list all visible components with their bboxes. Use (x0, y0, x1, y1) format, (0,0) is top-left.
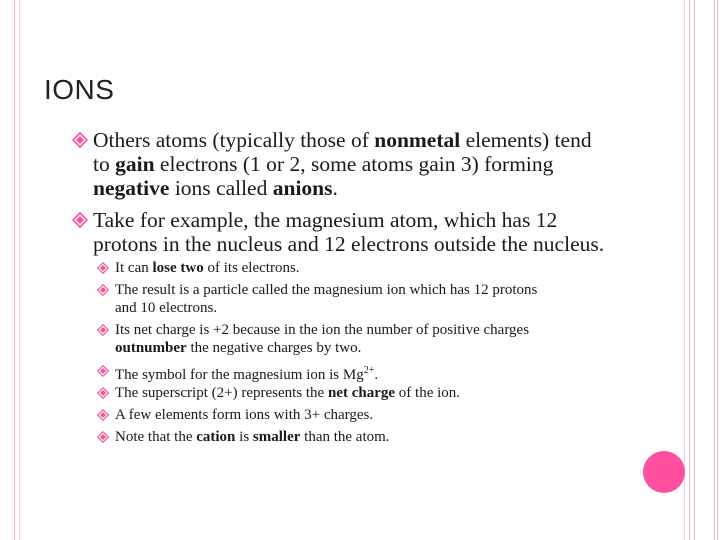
sub-bullet-text (115, 281, 617, 299)
sub-bullet-item (97, 321, 617, 357)
sub-bullet-icon (97, 284, 109, 296)
text-run: elements) tend (460, 128, 592, 152)
text-run: Its net charge is +2 because in the ion the number of positive charges (115, 322, 530, 338)
text-run: It can (115, 260, 153, 276)
bullet-text-continuation (93, 152, 632, 176)
sub-bullet-icon (97, 387, 109, 399)
bullet-icon (72, 132, 88, 148)
text-run: the negative charges by two. (186, 340, 362, 356)
bullet-icon (72, 212, 88, 228)
bold-text: net charge (327, 385, 396, 401)
text-run: . (332, 176, 338, 200)
slide-title: IONS (44, 74, 115, 105)
text-run: protons in the nucleus and 12 electrons outside the nucleus. (93, 232, 605, 256)
text-run: of its electrons. (203, 260, 300, 276)
bullet-text (93, 128, 592, 152)
sub-bullet-text (115, 362, 617, 384)
bullet-text (93, 208, 557, 232)
text-run: The result is a particle called the magnesium ion which has 12 protons (115, 282, 538, 298)
decorative-pink-circle (643, 451, 685, 493)
bold-text: anions (272, 176, 333, 200)
bold-text: nonmetal (374, 128, 461, 152)
bullet-text-continuation (93, 232, 632, 256)
sub-bullet-icon (97, 409, 109, 421)
text-run: Note that the (115, 429, 197, 445)
text-run: Take for example, the magnesium atom, which has 12 (93, 208, 558, 232)
sub-bullet-item (97, 384, 617, 402)
superscript-text: 2+ (363, 365, 375, 376)
sub-bullet-icon (97, 262, 109, 274)
text-run: ions called (169, 176, 273, 200)
text-run: than the atom. (300, 429, 390, 445)
sub-bullet-text-continuation (115, 299, 617, 317)
sub-bullet-icon (97, 365, 109, 377)
bold-text: outnumber (115, 340, 187, 356)
sub-bullet-text-continuation (115, 339, 617, 357)
sub-bullet-item (97, 362, 617, 384)
sub-bullet-item (97, 281, 617, 317)
bullet-text-continuation (93, 176, 632, 200)
text-run: Others atoms (typically those of (93, 128, 375, 152)
text-run: and 10 electrons. (115, 300, 218, 316)
sub-bullet-text (115, 384, 617, 402)
text-run: is (235, 429, 253, 445)
bullet-item (72, 208, 632, 256)
bold-text: gain (115, 152, 155, 176)
bold-text: cation (196, 429, 236, 445)
sub-bullet-icon (97, 431, 109, 443)
sub-bullet-text (115, 428, 617, 446)
sub-bullet-icon (97, 324, 109, 336)
text-run: of the ion. (395, 385, 461, 401)
sub-bullet-item (97, 406, 617, 424)
text-run: The symbol for the magnesium ion is Mg (115, 367, 364, 383)
sub-bullet-item (97, 428, 617, 446)
right-border-line (694, 0, 695, 540)
sub-bullet-text (115, 406, 617, 424)
bold-text: smaller (252, 429, 301, 445)
bold-text: negative (93, 176, 170, 200)
right-border-line (717, 0, 718, 540)
sub-bullet-text (115, 321, 617, 339)
text-run: electrons (1 or 2, some atoms gain 3) forming (154, 152, 554, 176)
bold-text: lose two (152, 260, 204, 276)
text-run: . (374, 367, 379, 383)
bullet-item (72, 128, 632, 200)
text-run: to (93, 152, 116, 176)
text-run: A few elements form ions with 3+ charges. (115, 407, 374, 423)
sub-bullet-item (97, 259, 617, 277)
sub-bullet-text (115, 259, 617, 277)
text-run: The superscript (2+) represents the (115, 385, 328, 401)
right-border-line (714, 0, 715, 540)
